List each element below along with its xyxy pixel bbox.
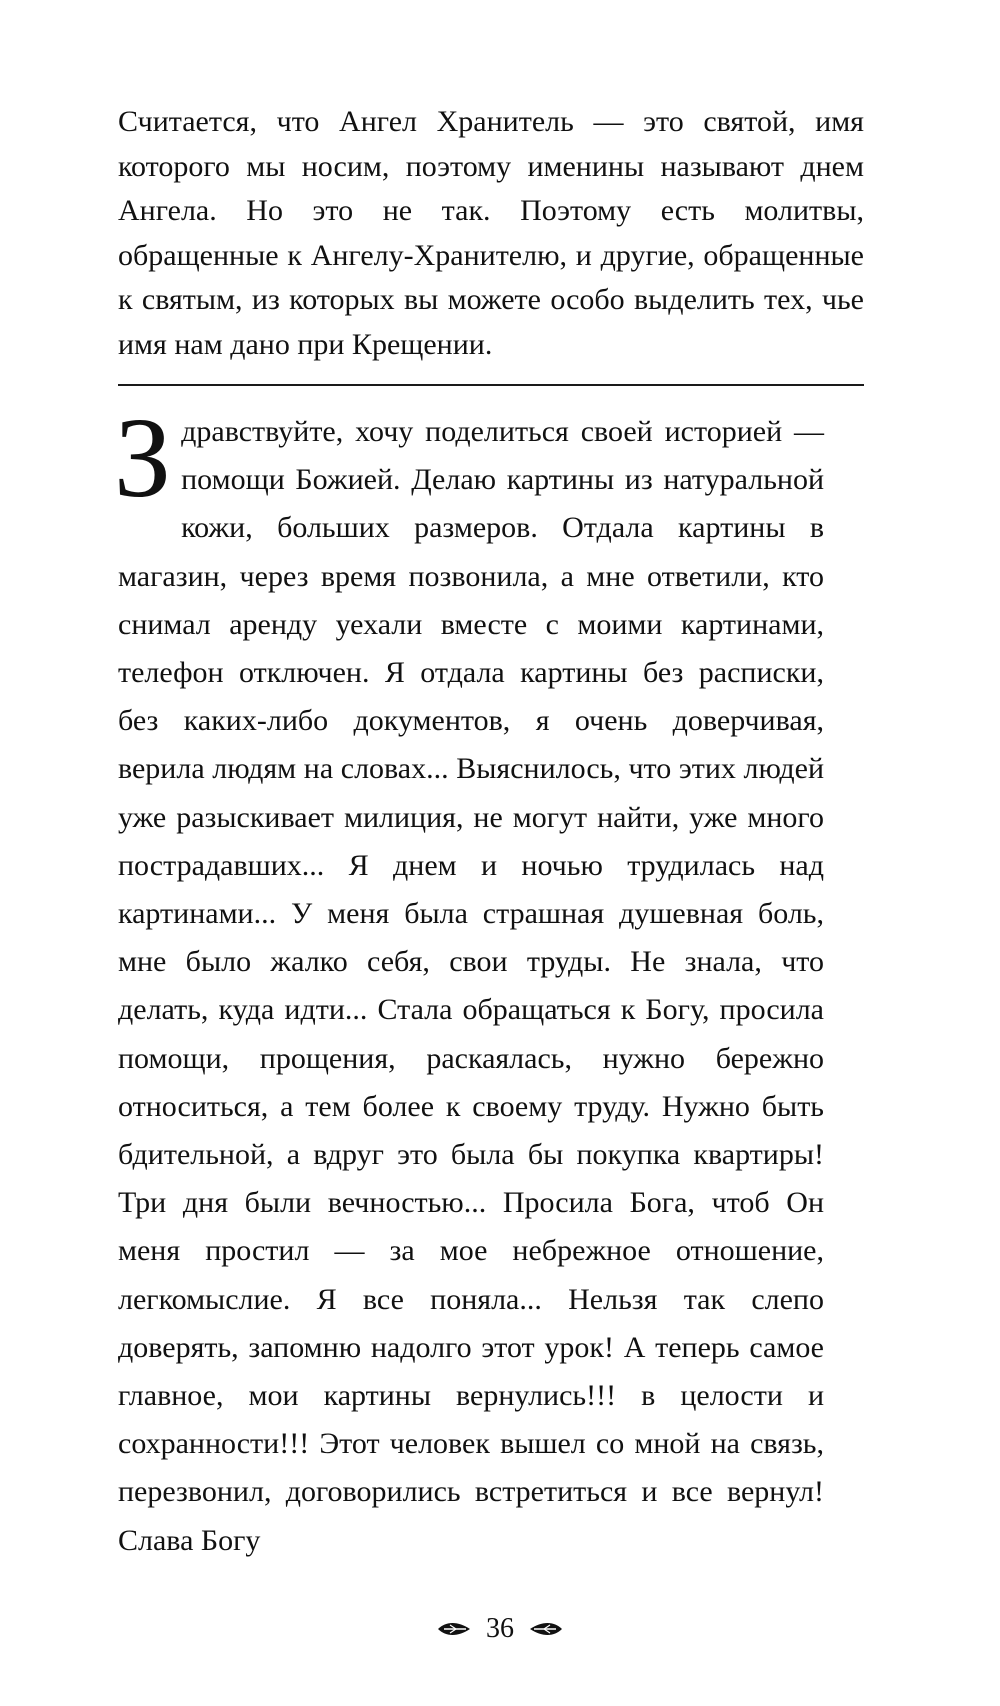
page-footer — [0, 1612, 1000, 1646]
intro-paragraph: Считается, что Ангел Хранитель — это святой, имя которого мы носим, поэтому именины называют днем Ангела. Но это не так. Поэтому есть молитвы, обращенные к Ангелу-Хранителю, и другие, обращенные к святым, из которых вы можете особо выделить тех, чье имя нам дано при Крещении. — [118, 105, 864, 361]
drop-cap: З — [114, 394, 172, 521]
leaf-ornament-right-icon — [528, 1619, 564, 1639]
page-number: 36 — [486, 1613, 514, 1644]
section-divider — [118, 384, 864, 386]
leaf-ornament-left-icon — [436, 1619, 472, 1639]
story-text: дравствуйте, хочу поделиться своей историей — помощи Божией. Делаю картины из натуральной кожи, больших размеров. Отдала картины в магазин, через время позвонила, а мне ответили, кто снимал аренду уехали вместе с моими картинами, телефон отключен. Я отдала картины без расписки, без каких-либо документов, я очень доверчивая, верила людям на словах... Выяснилось, что этих людей уже разыскивает милиция, не могут найти, уже много пострадавших... Я днем и ночью трудилась над картинами... У меня была страшная душевная боль, мне было жалко себя, свои труды. Не знала, что делать, куда идти... Стала обращаться к Богу, просила помощи, прощения, раскаялась, нужно бережно относиться, а тем более к своему труду. Нужно быть бдительной, а вдруг это была бы покупка квартиры! Три дня были вечностью... Просила Бога, чтоб Он меня простил — за мое небрежное отношение, легкомыслие. Я все поняла... Нельзя так слепо доверять, запомню надолго этот урок! А теперь самое главное, мои картины вернулись!!! в целости и сохранности!!! Этот человек вышел со мной на связь, перезвонил, договорились встретиться и все вернул! Слава Богу — [118, 415, 824, 1557]
story-paragraph — [114, 394, 824, 1565]
